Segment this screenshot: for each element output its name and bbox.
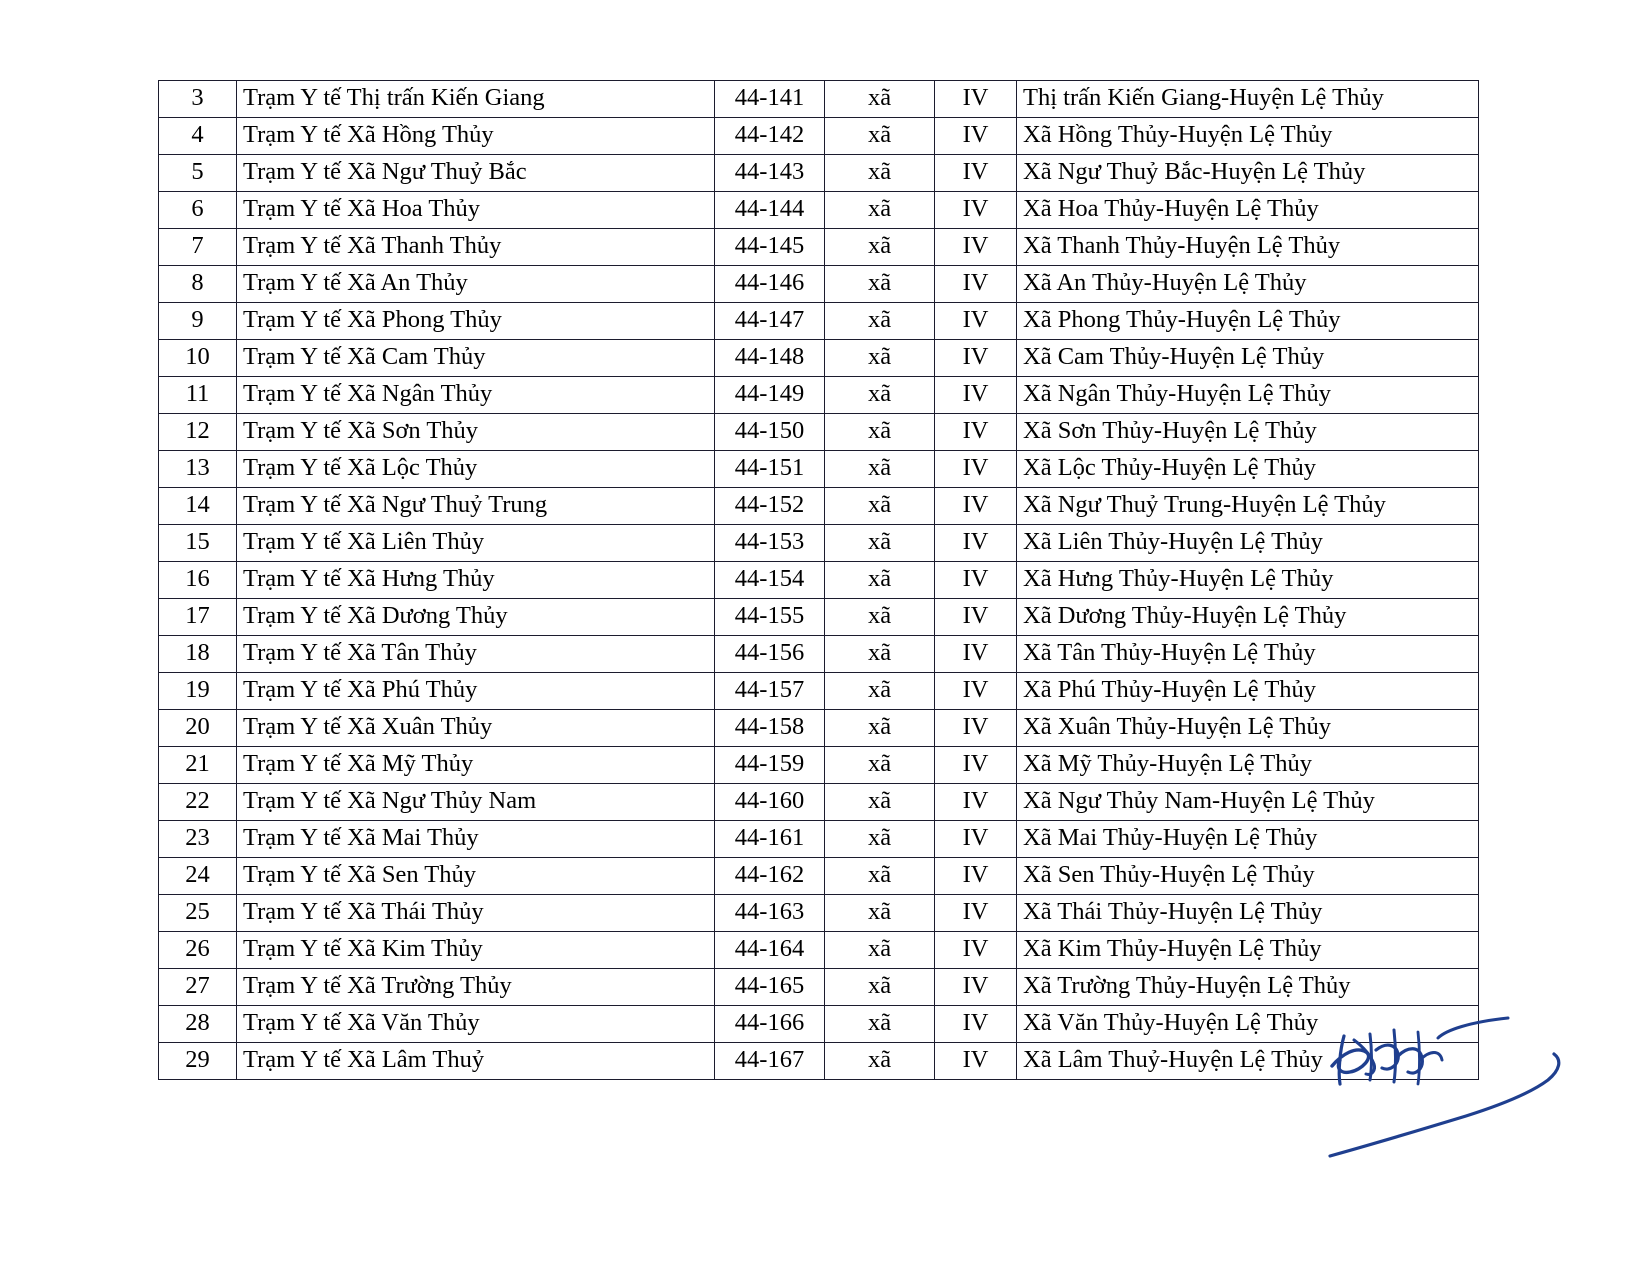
station-name: Trạm Y tế Xã Phong Thủy [237, 303, 715, 340]
admin-level: xã [825, 858, 935, 895]
station-name: Trạm Y tế Xã Văn Thủy [237, 1006, 715, 1043]
row-index: 17 [159, 599, 237, 636]
rank: IV [935, 81, 1017, 118]
rank: IV [935, 673, 1017, 710]
admin-level: xã [825, 229, 935, 266]
station-name: Trạm Y tế Xã Thái Thủy [237, 895, 715, 932]
address: Xã Hồng Thủy-Huyện Lệ Thủy [1017, 118, 1479, 155]
table-row [159, 303, 1479, 340]
address: Xã Phú Thủy-Huyện Lệ Thủy [1017, 673, 1479, 710]
station-code: 44-164 [715, 932, 825, 969]
station-name: Trạm Y tế Xã Trường Thủy [237, 969, 715, 1006]
station-name: Trạm Y tế Xã Dương Thủy [237, 599, 715, 636]
rank: IV [935, 118, 1017, 155]
station-name: Trạm Y tế Xã Sen Thủy [237, 858, 715, 895]
address: Xã Thái Thủy-Huyện Lệ Thủy [1017, 895, 1479, 932]
rank: IV [935, 821, 1017, 858]
station-name: Trạm Y tế Xã Hoa Thủy [237, 192, 715, 229]
rank: IV [935, 377, 1017, 414]
admin-level: xã [825, 81, 935, 118]
admin-level: xã [825, 155, 935, 192]
address: Xã Kim Thủy-Huyện Lệ Thủy [1017, 932, 1479, 969]
row-index: 3 [159, 81, 237, 118]
row-index: 16 [159, 562, 237, 599]
row-index: 27 [159, 969, 237, 1006]
admin-level: xã [825, 562, 935, 599]
rank: IV [935, 599, 1017, 636]
table-row [159, 155, 1479, 192]
station-code: 44-141 [715, 81, 825, 118]
station-name: Trạm Y tế Xã Mỹ Thủy [237, 747, 715, 784]
station-code: 44-147 [715, 303, 825, 340]
station-code: 44-156 [715, 636, 825, 673]
admin-level: xã [825, 1043, 935, 1080]
row-index: 29 [159, 1043, 237, 1080]
row-index: 18 [159, 636, 237, 673]
table-row [159, 821, 1479, 858]
address: Xã Hoa Thủy-Huyện Lệ Thủy [1017, 192, 1479, 229]
station-name: Trạm Y tế Xã Liên Thủy [237, 525, 715, 562]
row-index: 26 [159, 932, 237, 969]
station-name: Trạm Y tế Xã Sơn Thủy [237, 414, 715, 451]
admin-level: xã [825, 821, 935, 858]
station-code: 44-149 [715, 377, 825, 414]
station-code: 44-167 [715, 1043, 825, 1080]
rank: IV [935, 525, 1017, 562]
table-row [159, 1006, 1479, 1043]
admin-level: xã [825, 303, 935, 340]
station-code: 44-151 [715, 451, 825, 488]
admin-level: xã [825, 599, 935, 636]
station-code: 44-161 [715, 821, 825, 858]
rank: IV [935, 414, 1017, 451]
rank: IV [935, 229, 1017, 266]
row-index: 14 [159, 488, 237, 525]
station-code: 44-146 [715, 266, 825, 303]
admin-level: xã [825, 488, 935, 525]
rank: IV [935, 303, 1017, 340]
admin-level: xã [825, 895, 935, 932]
station-code: 44-162 [715, 858, 825, 895]
address: Thị trấn Kiến Giang-Huyện Lệ Thủy [1017, 81, 1479, 118]
row-index: 7 [159, 229, 237, 266]
admin-level: xã [825, 673, 935, 710]
table-row [159, 895, 1479, 932]
address: Xã Văn Thủy-Huyện Lệ Thủy [1017, 1006, 1479, 1043]
row-index: 19 [159, 673, 237, 710]
station-name: Trạm Y tế Thị trấn Kiến Giang [237, 81, 715, 118]
station-name: Trạm Y tế Xã Ngư Thủy Nam [237, 784, 715, 821]
station-code: 44-160 [715, 784, 825, 821]
address: Xã Sen Thủy-Huyện Lệ Thủy [1017, 858, 1479, 895]
station-code: 44-148 [715, 340, 825, 377]
row-index: 25 [159, 895, 237, 932]
station-code: 44-158 [715, 710, 825, 747]
station-name: Trạm Y tế Xã Hưng Thủy [237, 562, 715, 599]
rank: IV [935, 562, 1017, 599]
table-body [159, 81, 1479, 1080]
row-index: 23 [159, 821, 237, 858]
address: Xã Dương Thủy-Huyện Lệ Thủy [1017, 599, 1479, 636]
rank: IV [935, 488, 1017, 525]
address: Xã Ngư Thuỷ Trung-Huyện Lệ Thủy [1017, 488, 1479, 525]
row-index: 4 [159, 118, 237, 155]
admin-level: xã [825, 1006, 935, 1043]
rank: IV [935, 451, 1017, 488]
rank: IV [935, 747, 1017, 784]
station-code: 44-150 [715, 414, 825, 451]
admin-level: xã [825, 266, 935, 303]
station-name: Trạm Y tế Xã Xuân Thủy [237, 710, 715, 747]
station-name: Trạm Y tế Xã Ngư Thuỷ Trung [237, 488, 715, 525]
row-index: 20 [159, 710, 237, 747]
station-name: Trạm Y tế Xã Kim Thủy [237, 932, 715, 969]
table-row [159, 1043, 1479, 1080]
admin-level: xã [825, 636, 935, 673]
table-row [159, 784, 1479, 821]
row-index: 13 [159, 451, 237, 488]
station-name: Trạm Y tế Xã Tân Thủy [237, 636, 715, 673]
table-row [159, 636, 1479, 673]
rank: IV [935, 1043, 1017, 1080]
address: Xã Lộc Thủy-Huyện Lệ Thủy [1017, 451, 1479, 488]
station-name: Trạm Y tế Xã Hồng Thủy [237, 118, 715, 155]
rank: IV [935, 192, 1017, 229]
station-code: 44-142 [715, 118, 825, 155]
table-row [159, 562, 1479, 599]
station-name: Trạm Y tế Xã Ngư Thuỷ Bắc [237, 155, 715, 192]
rank: IV [935, 636, 1017, 673]
table-row [159, 414, 1479, 451]
rank: IV [935, 858, 1017, 895]
admin-level: xã [825, 377, 935, 414]
station-code: 44-166 [715, 1006, 825, 1043]
address: Xã Phong Thủy-Huyện Lệ Thủy [1017, 303, 1479, 340]
rank: IV [935, 969, 1017, 1006]
station-code: 44-159 [715, 747, 825, 784]
station-name: Trạm Y tế Xã Phú Thủy [237, 673, 715, 710]
admin-level: xã [825, 784, 935, 821]
address: Xã Ngư Thuỷ Bắc-Huyện Lệ Thủy [1017, 155, 1479, 192]
admin-level: xã [825, 525, 935, 562]
station-code: 44-144 [715, 192, 825, 229]
station-code: 44-153 [715, 525, 825, 562]
row-index: 15 [159, 525, 237, 562]
table-row [159, 377, 1479, 414]
table-row [159, 229, 1479, 266]
table-row [159, 747, 1479, 784]
table-row [159, 266, 1479, 303]
address: Xã Hưng Thủy-Huyện Lệ Thủy [1017, 562, 1479, 599]
rank: IV [935, 895, 1017, 932]
address: Xã Thanh Thủy-Huyện Lệ Thủy [1017, 229, 1479, 266]
row-index: 28 [159, 1006, 237, 1043]
station-name: Trạm Y tế Xã Cam Thủy [237, 340, 715, 377]
table-row [159, 488, 1479, 525]
row-index: 10 [159, 340, 237, 377]
station-code: 44-152 [715, 488, 825, 525]
station-name: Trạm Y tế Xã Thanh Thủy [237, 229, 715, 266]
rank: IV [935, 155, 1017, 192]
admin-level: xã [825, 414, 935, 451]
rank: IV [935, 340, 1017, 377]
row-index: 12 [159, 414, 237, 451]
row-index: 21 [159, 747, 237, 784]
admin-level: xã [825, 969, 935, 1006]
address: Xã Mai Thủy-Huyện Lệ Thủy [1017, 821, 1479, 858]
station-name: Trạm Y tế Xã Lộc Thủy [237, 451, 715, 488]
rank: IV [935, 784, 1017, 821]
station-code: 44-163 [715, 895, 825, 932]
address: Xã Trường Thủy-Huyện Lệ Thủy [1017, 969, 1479, 1006]
table-row [159, 340, 1479, 377]
station-code: 44-145 [715, 229, 825, 266]
address: Xã Ngân Thủy-Huyện Lệ Thủy [1017, 377, 1479, 414]
admin-level: xã [825, 710, 935, 747]
station-code: 44-157 [715, 673, 825, 710]
admin-level: xã [825, 747, 935, 784]
admin-level: xã [825, 340, 935, 377]
station-code: 44-155 [715, 599, 825, 636]
admin-level: xã [825, 192, 935, 229]
station-code: 44-143 [715, 155, 825, 192]
address: Xã Liên Thủy-Huyện Lệ Thủy [1017, 525, 1479, 562]
row-index: 8 [159, 266, 237, 303]
table-row [159, 858, 1479, 895]
health-stations-table-wrapper [158, 80, 1478, 1080]
address: Xã Cam Thủy-Huyện Lệ Thủy [1017, 340, 1479, 377]
station-code: 44-154 [715, 562, 825, 599]
address: Xã Mỹ Thủy-Huyện Lệ Thủy [1017, 747, 1479, 784]
table-row [159, 525, 1479, 562]
row-index: 11 [159, 377, 237, 414]
table-row [159, 81, 1479, 118]
admin-level: xã [825, 118, 935, 155]
table-row [159, 932, 1479, 969]
address: Xã Xuân Thủy-Huyện Lệ Thủy [1017, 710, 1479, 747]
admin-level: xã [825, 451, 935, 488]
rank: IV [935, 1006, 1017, 1043]
address: Xã Lâm Thuỷ-Huyện Lệ Thủy [1017, 1043, 1479, 1080]
address: Xã Ngư Thủy Nam-Huyện Lệ Thủy [1017, 784, 1479, 821]
rank: IV [935, 266, 1017, 303]
rank: IV [935, 710, 1017, 747]
station-name: Trạm Y tế Xã Mai Thủy [237, 821, 715, 858]
table-row [159, 673, 1479, 710]
table-row [159, 710, 1479, 747]
station-name: Trạm Y tế Xã Ngân Thủy [237, 377, 715, 414]
rank: IV [935, 932, 1017, 969]
table-row [159, 192, 1479, 229]
table-row [159, 451, 1479, 488]
station-name: Trạm Y tế Xã Lâm Thuỷ [237, 1043, 715, 1080]
admin-level: xã [825, 932, 935, 969]
address: Xã Sơn Thủy-Huyện Lệ Thủy [1017, 414, 1479, 451]
row-index: 6 [159, 192, 237, 229]
table-row [159, 118, 1479, 155]
table-row [159, 969, 1479, 1006]
station-name: Trạm Y tế Xã An Thủy [237, 266, 715, 303]
address: Xã Tân Thủy-Huyện Lệ Thủy [1017, 636, 1479, 673]
table-row [159, 599, 1479, 636]
row-index: 22 [159, 784, 237, 821]
row-index: 5 [159, 155, 237, 192]
row-index: 24 [159, 858, 237, 895]
row-index: 9 [159, 303, 237, 340]
station-code: 44-165 [715, 969, 825, 1006]
health-stations-table [158, 80, 1479, 1080]
address: Xã An Thủy-Huyện Lệ Thủy [1017, 266, 1479, 303]
